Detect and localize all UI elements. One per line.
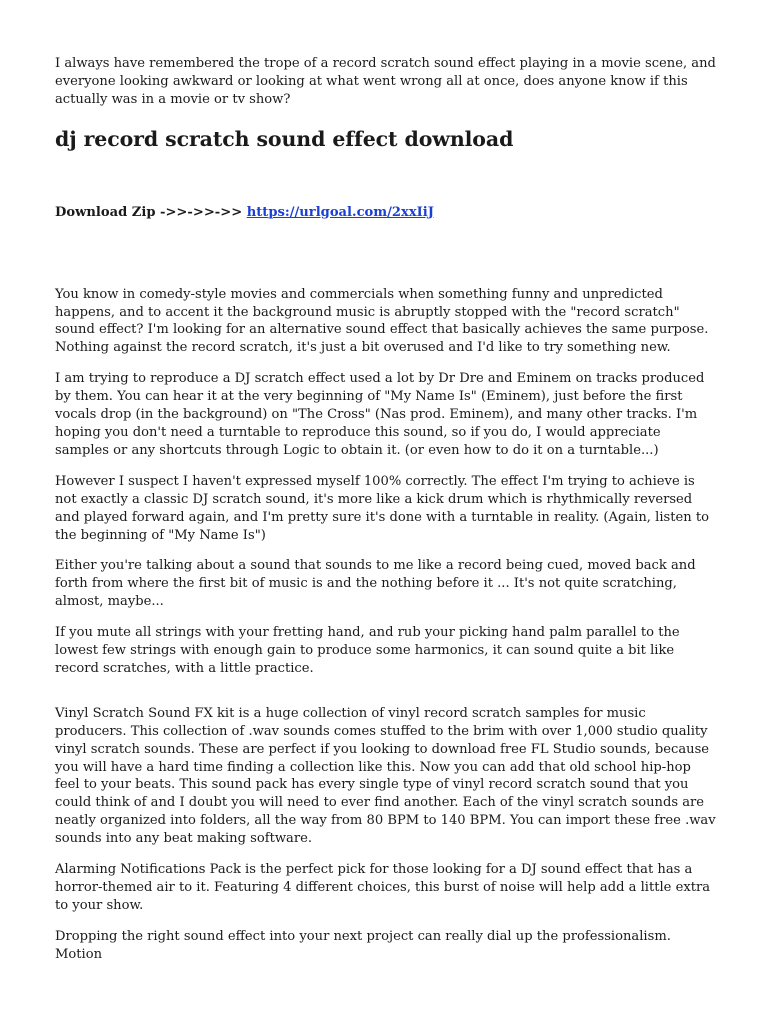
body-paragraph: Dropping the right sound effect into your next project can really dial up the professionalism. Motion: [55, 928, 671, 962]
intro-paragraph: I always have remembered the trope of a record scratch sound effect playing in a movie scene, and everyone looking awkward or looking at what went wrong all at once, does anyone know if this actually was in a movie or tv show?: [55, 56, 716, 107]
document-page: [55, 55, 717, 977]
body-paragraph: You know in comedy-style movies and commercials when something funny and unpredicted happens, and to accent it the background music is abruptly stopped with the "record scratch" sound effect? I'm looking for an alternative sound effect that basically achieves the same purpose. Nothing against the record scratch, it's just a bit overused and I'd like to try something new.: [55, 286, 709, 356]
body-paragraph: Vinyl Scratch Sound FX kit is a huge collection of vinyl record scratch samples for music producers. This collection of .wav sounds comes stuffed to the brim with over 1,000 studio quality vinyl scratch sounds. These are perfect if you looking to download free FL Studio sounds, because you will have a hard time finding a collection like this. Now you can add that old school hip-hop feel to your beats. This sound pack has every single type of vinyl record scratch sound that you could think of and I doubt you will need to ever find another. Each of the vinyl scratch sounds are neatly organized into folders, all the way from 80 BPM to 140 BPM. You can import these free .wav sounds into any beat making software.: [55, 705, 716, 847]
download-label: Download Zip ->>->>->>: [55, 204, 247, 220]
body-paragraph: If you mute all strings with your fretting hand, and rub your picking hand palm parallel to the lowest few strings with enough gain to produce some harmonics, it can sound quite a bit like record scratches, with a little practice.: [55, 625, 680, 676]
body-paragraph: However I suspect I haven't expressed myself 100% correctly. The effect I'm trying to achieve is not exactly a classic DJ scratch sound, it's more like a kick drum which is rhythmically reversed and played forward again, and I'm pretty sure it's done with a turntable in reality. (Again, listen to the beginning of "My Name Is"): [55, 473, 709, 543]
body-paragraph: I am trying to reproduce a DJ scratch effect used a lot by Dr Dre and Eminem on tracks produced by them. You can hear it at the very beginning of "My Name Is" (Eminem), just before the first vocals drop (in the background) on "The Cross" (Nas prod. Eminem), and many other tracks. I'm hoping you don't need a turntable to reproduce this sound, so if you do, I would appreciate samples or any shortcuts through Logic to obtain it. (or even how to do it on a turntable...): [55, 371, 705, 458]
download-line: [55, 204, 717, 222]
page-title: dj record scratch sound effect download: [55, 126, 514, 151]
body-paragraph: Either you're talking about a sound that sounds to me like a record being cued, moved back and forth from where the first bit of music is and the nothing before it ... It's not quite scratching, almost, maybe...: [55, 558, 696, 610]
body-paragraph: Alarming Notifications Pack is the perfect pick for those looking for a DJ sound effect that has a horror-themed air to it. Featuring 4 different choices, this burst of noise will help add a little extra to your show.: [55, 862, 711, 913]
download-link[interactable]: https://urlgoal.com/2xxIiJ: [246, 204, 434, 220]
